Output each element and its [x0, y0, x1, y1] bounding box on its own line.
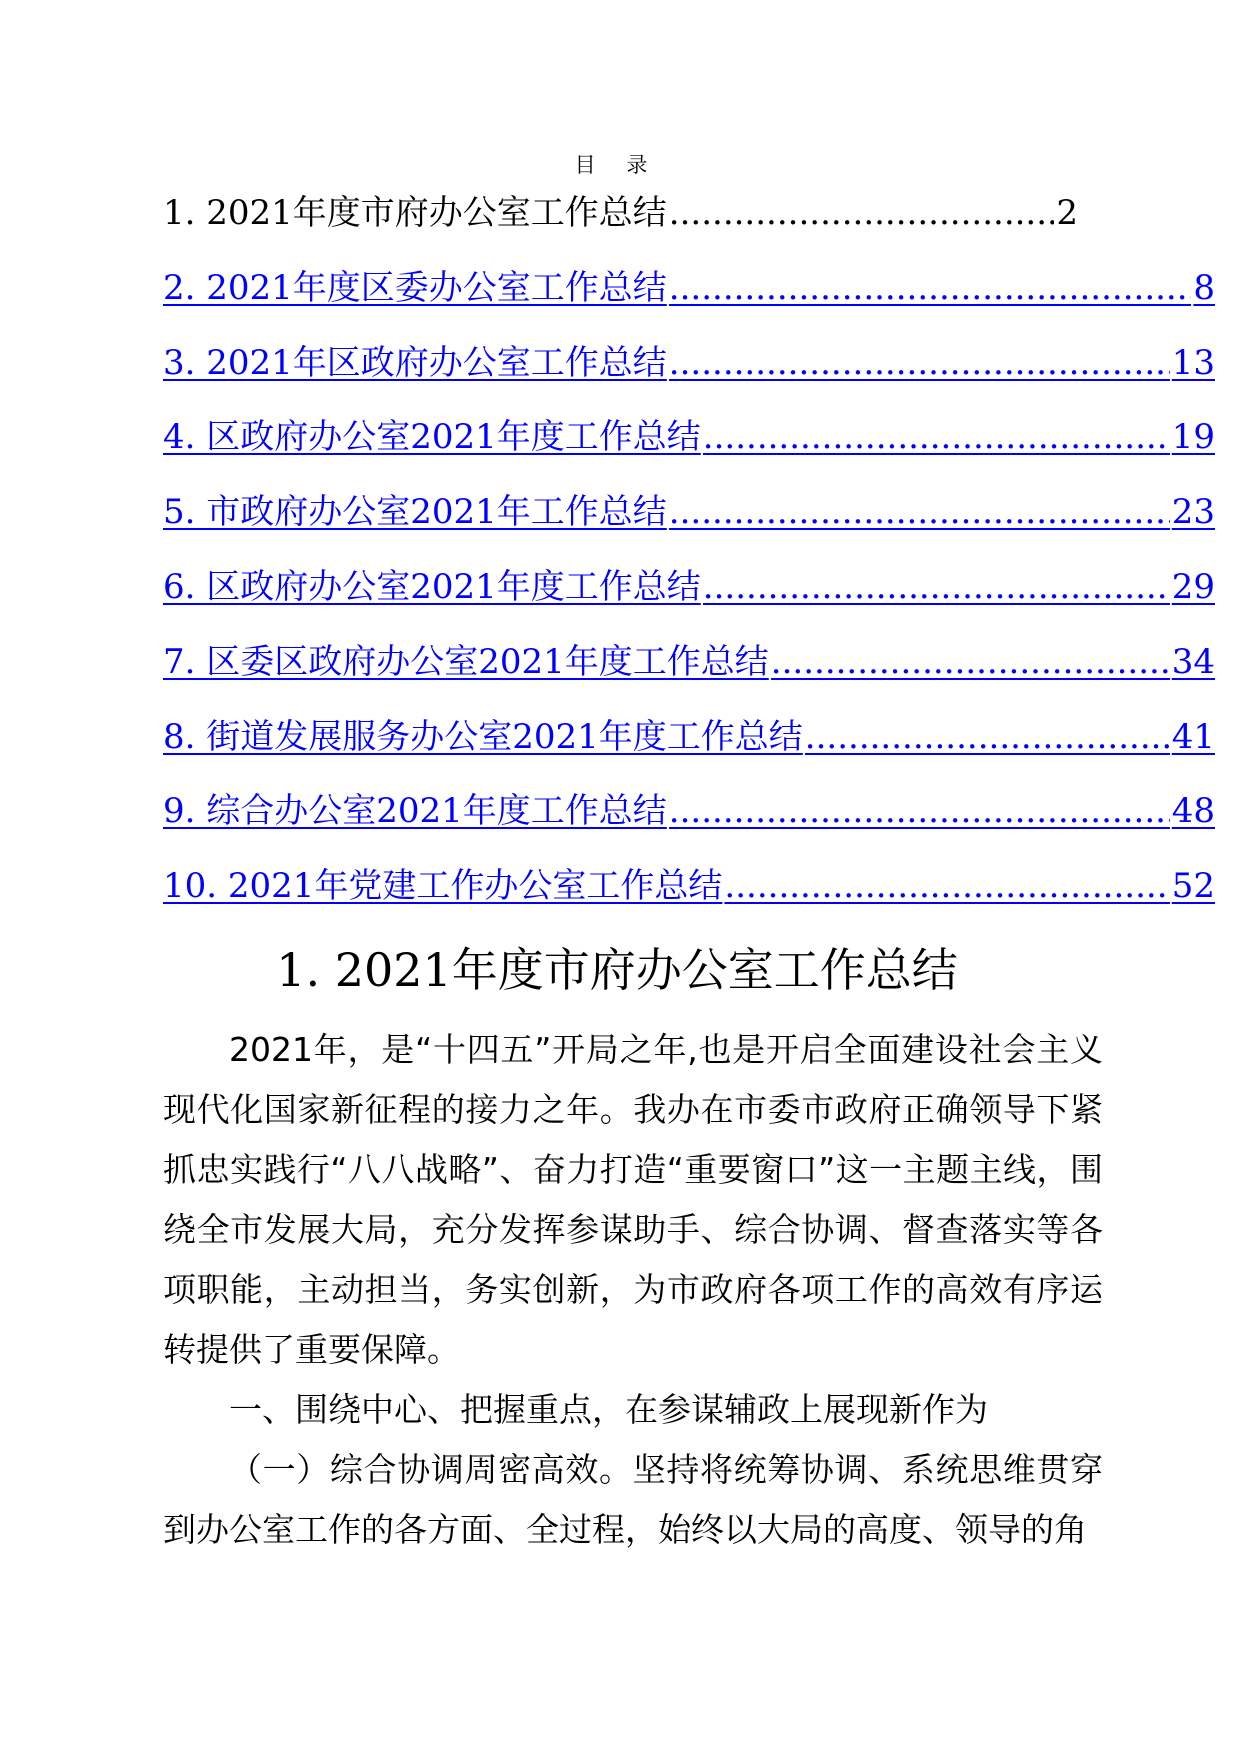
section-heading: 一、围绕中心、把握重点，在参谋辅政上展现新作为 — [229, 1390, 988, 1429]
toc-leader-dots — [724, 858, 1169, 914]
toc-entry-2[interactable] — [163, 260, 1215, 335]
body-paragraph-subsection: （一）综合协调周密高效。坚持将统筹协调、系统思维贯穿到办公室工作的各方面、全过程，始终以大局的高度、领导的角 — [163, 1450, 1103, 1549]
toc-entry-page: 8 — [1193, 267, 1215, 308]
toc-leader-dots — [771, 634, 1170, 690]
toc-entry-7[interactable] — [163, 634, 1215, 709]
toc-entry-5[interactable] — [163, 484, 1215, 559]
toc-entry-6[interactable] — [163, 559, 1215, 634]
toc-entry-title: 5. 市政府办公室2021年工作总结 — [163, 492, 667, 533]
toc-entry-page: 48 — [1171, 791, 1215, 832]
toc-entry-page: 52 — [1171, 866, 1215, 907]
toc-entry-page: 29 — [1171, 566, 1215, 607]
toc-entry-title: 2. 2021年度区委办公室工作总结 — [163, 267, 667, 308]
toc-entry-page: 23 — [1171, 492, 1215, 533]
toc-leader-dots — [703, 559, 1170, 615]
toc-entry-title: 3. 2021年区政府办公室工作总结 — [163, 342, 667, 383]
toc-entry-title: 10. 2021年党建工作办公室工作总结 — [163, 866, 723, 907]
toc-entry-title: 4. 区政府办公室2021年度工作总结 — [163, 417, 701, 458]
toc-entry-page: 2 — [1056, 193, 1078, 233]
toc-entry-title: 1. 2021年度市府办公室工作总结 — [163, 193, 667, 233]
toc-leader-dots — [669, 185, 1055, 241]
toc-entry-4[interactable] — [163, 409, 1215, 484]
document-title: 1. 2021年度市府办公室工作总结 — [276, 943, 958, 997]
body-paragraph-intro: 2021年，是“十四五”开局之年,也是开启全面建设社会主义现代化国家新征程的接力之年。我办在市委市政府正确领导下紧抓忠实践行“八八战略”、奋力打造“重要窗口”这一主题主线，围绕全市发展大局，充分发挥参谋助手、综合协调、督查落实等各项职能，主动担当，务实创新，为市政府各项工作的高效有序运转提供了重要保障。 — [163, 1030, 1103, 1369]
toc-leader-dots — [669, 484, 1170, 540]
toc-entry-1[interactable] — [163, 185, 1078, 260]
toc-leader-dots — [703, 409, 1170, 465]
toc-heading: 目 录 — [574, 153, 660, 177]
toc-leader-dots — [669, 783, 1170, 839]
toc-entry-title: 8. 街道发展服务办公室2021年度工作总结 — [163, 716, 803, 757]
toc-entry-page: 41 — [1171, 716, 1215, 757]
toc-entry-10[interactable] — [163, 858, 1215, 933]
toc-entry-page: 34 — [1171, 641, 1215, 682]
toc-entry-8[interactable] — [163, 709, 1215, 784]
document-body — [163, 1020, 1103, 1560]
toc-leader-dots — [669, 335, 1170, 391]
toc-entry-3[interactable] — [163, 335, 1215, 410]
table-of-contents — [163, 185, 1215, 933]
toc-leader-dots — [669, 260, 1192, 316]
toc-entry-title: 6. 区政府办公室2021年度工作总结 — [163, 566, 701, 607]
toc-entry-page: 13 — [1171, 342, 1215, 383]
toc-entry-9[interactable] — [163, 783, 1215, 858]
toc-entry-title: 9. 综合办公室2021年度工作总结 — [163, 791, 667, 832]
toc-entry-title: 7. 区委区政府办公室2021年度工作总结 — [163, 641, 769, 682]
toc-leader-dots — [805, 709, 1170, 765]
toc-entry-page: 19 — [1171, 417, 1215, 458]
